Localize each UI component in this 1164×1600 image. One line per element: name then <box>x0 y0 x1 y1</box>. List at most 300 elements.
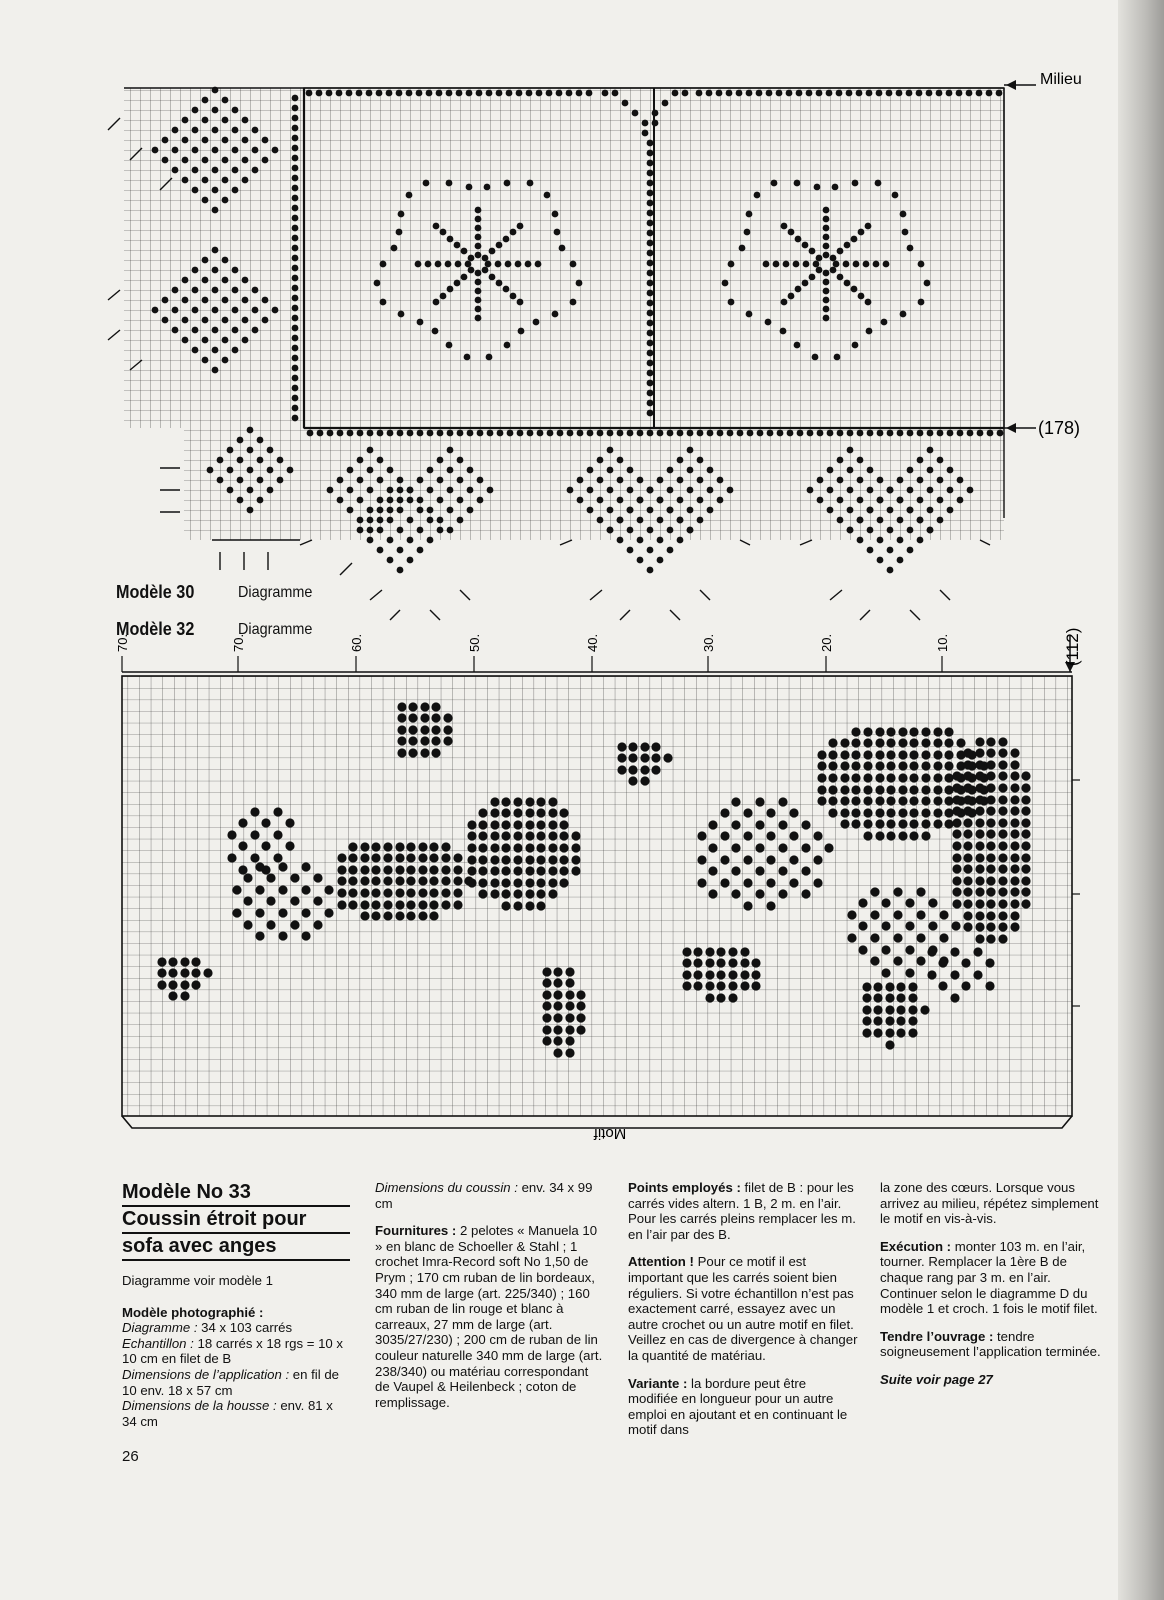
angel-dot <box>909 773 918 782</box>
angel-dot <box>851 819 860 828</box>
angel-dot <box>290 920 299 929</box>
center-line-dot <box>647 200 654 207</box>
angel-dot <box>863 761 872 770</box>
flower-petal-dot <box>505 261 512 268</box>
border-diamond-dot <box>817 477 824 484</box>
angel-dot <box>395 911 404 920</box>
border-diamond-dot <box>727 487 734 494</box>
center-line-dot <box>647 150 654 157</box>
angel-dot <box>986 771 995 780</box>
angel-dot <box>243 896 252 905</box>
angel-dot <box>898 831 907 840</box>
title-line-1: Modèle No 33 <box>122 1180 350 1207</box>
border-diamond-dot <box>212 107 219 114</box>
edge-dot <box>597 430 604 437</box>
border-diamond-dot <box>607 487 614 494</box>
edge-dot <box>557 430 564 437</box>
column-1 <box>122 1180 350 1465</box>
edge-dot <box>397 430 404 437</box>
angel-dot <box>743 878 752 887</box>
angel-dot <box>565 978 574 987</box>
angel-dot <box>986 899 995 908</box>
edge-dot <box>966 90 973 97</box>
edge-dot <box>516 90 523 97</box>
angel-dot <box>542 967 551 976</box>
angel-dot <box>1010 876 1019 885</box>
angel-dot <box>944 785 953 794</box>
border-diamond-dot <box>327 487 334 494</box>
angel-dot <box>944 773 953 782</box>
angel-dot <box>406 876 415 885</box>
center-line-dot <box>647 410 654 417</box>
border-diamond-dot <box>667 527 674 534</box>
edge-dot <box>466 90 473 97</box>
angel-dot <box>1021 899 1030 908</box>
border-diamond-dot <box>597 497 604 504</box>
angel-dot <box>778 866 787 875</box>
angel-dot <box>371 900 380 909</box>
angel-dot <box>1010 899 1019 908</box>
angel-dot <box>898 773 907 782</box>
angel-dot <box>728 958 737 967</box>
page-number: 26 <box>122 1448 139 1466</box>
angel-dot <box>513 820 522 829</box>
border-diamond-dot <box>587 507 594 514</box>
angel-dot <box>536 843 545 852</box>
flower-petal-dot <box>795 286 802 293</box>
flower-petal-dot <box>468 267 475 274</box>
center-line-dot <box>647 340 654 347</box>
angel-dot <box>862 982 871 991</box>
center-motif-dot <box>662 100 669 107</box>
border-diamond-dot <box>192 327 199 334</box>
angel-dot <box>963 864 972 873</box>
edge-dot <box>967 430 974 437</box>
border-diamond-dot <box>277 457 284 464</box>
border-diamond-dot <box>657 537 664 544</box>
arrow-icon <box>108 118 120 130</box>
border-diamond-dot <box>827 507 834 514</box>
border-diamond-dot <box>212 207 219 214</box>
border-diamond-dot <box>202 97 209 104</box>
flower-petal-dot <box>823 279 830 286</box>
angel-dot <box>536 831 545 840</box>
arrow-icon <box>700 590 710 600</box>
angel-dot <box>921 819 930 828</box>
border-diamond-dot <box>637 557 644 564</box>
side-line-dot <box>292 385 299 392</box>
border-diamond-dot <box>677 497 684 504</box>
border-diamond-dot <box>337 477 344 484</box>
edge-dot <box>367 430 374 437</box>
angel-dot <box>939 933 948 942</box>
side-line-dot <box>292 415 299 422</box>
angel-dot <box>397 736 406 745</box>
border-diamond-dot <box>222 97 229 104</box>
angel-dot <box>383 911 392 920</box>
angel-dot <box>986 876 995 885</box>
angel-dot <box>873 1005 882 1014</box>
flower-dot <box>744 229 751 236</box>
angel-dot <box>881 921 890 930</box>
center-line-dot <box>647 330 654 337</box>
angel-dot <box>628 742 637 751</box>
flower-petal-dot <box>851 286 858 293</box>
angel-dot <box>916 910 925 919</box>
angel-dot <box>870 910 879 919</box>
angel-dot <box>301 908 310 917</box>
border-diamond-dot <box>577 477 584 484</box>
center-line-dot <box>647 320 654 327</box>
angel-dot <box>250 853 259 862</box>
border-diamond-dot <box>587 487 594 494</box>
angel-dot <box>905 898 914 907</box>
edge-dot <box>526 90 533 97</box>
edge-dot <box>957 430 964 437</box>
angel-dot <box>441 853 450 862</box>
edge-dot <box>496 90 503 97</box>
border-diamond-dot <box>212 87 219 94</box>
border-diamond-dot <box>242 137 249 144</box>
angel-dot <box>755 820 764 829</box>
border-diamond-dot <box>387 507 394 514</box>
border-diamond-dot <box>447 447 454 454</box>
flower-petal-dot <box>485 261 492 268</box>
angel-dot <box>266 920 275 929</box>
side-line-dot <box>292 105 299 112</box>
angel-dot <box>975 934 984 943</box>
border-diamond-dot <box>357 527 364 534</box>
angel-dot <box>397 725 406 734</box>
border-diamond-dot <box>232 167 239 174</box>
flower-petal-dot <box>496 280 503 287</box>
angel-dot <box>651 742 660 751</box>
angel-dot <box>789 855 798 864</box>
angel-dot <box>986 737 995 746</box>
flower-dot <box>902 229 909 236</box>
edge-dot <box>727 430 734 437</box>
flower-petal-dot <box>813 261 820 268</box>
edge-dot <box>876 90 883 97</box>
angel-dot <box>928 898 937 907</box>
flower-petal-dot <box>795 236 802 243</box>
border-diamond-dot <box>627 547 634 554</box>
angel-dot <box>920 1005 929 1014</box>
angel-dot <box>651 765 660 774</box>
angel-dot <box>896 1028 905 1037</box>
angel-dot <box>525 831 534 840</box>
angel-dot <box>571 866 580 875</box>
flower-petal-dot <box>489 248 496 255</box>
edge-dot <box>627 430 634 437</box>
border-diamond-dot <box>242 277 249 284</box>
angel-dot <box>963 899 972 908</box>
angel-dot <box>536 855 545 864</box>
border-diamond-dot <box>847 527 854 534</box>
angel-dot <box>885 982 894 991</box>
angel-dot <box>371 865 380 874</box>
angel-dot <box>801 820 810 829</box>
border-diamond-dot <box>377 457 384 464</box>
flower-dot <box>518 328 525 335</box>
angel-dot <box>490 831 499 840</box>
flower-dot <box>907 245 914 252</box>
angel-dot <box>191 980 200 989</box>
angel-dot <box>548 855 557 864</box>
flower-petal-dot <box>851 236 858 243</box>
flower-petal-dot <box>823 216 830 223</box>
side-line-dot <box>292 245 299 252</box>
row-178-arrow-icon <box>1006 423 1016 433</box>
flower-petal-dot <box>853 261 860 268</box>
angel-dot <box>464 876 473 885</box>
angel-dot <box>885 1016 894 1025</box>
arrow-icon <box>460 590 470 600</box>
border-diamond-dot <box>437 517 444 524</box>
angel-dot <box>420 702 429 711</box>
ruler-label: 20. <box>819 633 834 652</box>
flower-petal-dot <box>425 261 432 268</box>
angel-dot <box>565 1013 574 1022</box>
angel-dot <box>875 831 884 840</box>
border-diamond-dot <box>202 177 209 184</box>
angel-dot <box>553 1036 562 1045</box>
angel-dot <box>478 855 487 864</box>
angel-dot <box>898 785 907 794</box>
border-diamond-dot <box>897 557 904 564</box>
border-diamond-dot <box>367 467 374 474</box>
angel-dot <box>986 922 995 931</box>
border-diamond-dot <box>867 527 874 534</box>
side-line-dot <box>292 285 299 292</box>
border-diamond-dot <box>677 517 684 524</box>
angel-dot <box>628 765 637 774</box>
angel-dot <box>513 808 522 817</box>
variant-continued: la zone des cœurs. Lorsque vous arrivez au milieu, répétez simplement le motif en vis-à-vis. <box>880 1180 1099 1227</box>
angel-dot <box>1021 853 1030 862</box>
border-diamond-dot <box>607 527 614 534</box>
flower-dot <box>832 184 839 191</box>
edge-dot <box>817 430 824 437</box>
angel-dot <box>397 748 406 757</box>
border-diamond-dot <box>267 487 274 494</box>
border-diamond-dot <box>212 367 219 374</box>
edge-dot <box>987 430 994 437</box>
side-line-dot <box>292 325 299 332</box>
flower-dot <box>918 299 925 306</box>
flower-dot <box>504 342 511 349</box>
angel-dot <box>250 830 259 839</box>
border-diamond-dot <box>182 117 189 124</box>
flower-petal-dot <box>454 280 461 287</box>
angel-dot <box>998 922 1007 931</box>
angel-dot <box>441 865 450 874</box>
edge-dot <box>517 430 524 437</box>
angel-dot <box>513 901 522 910</box>
edge-dot <box>827 430 834 437</box>
center-line-dot <box>647 280 654 287</box>
angel-dot <box>360 900 369 909</box>
angel-dot <box>429 911 438 920</box>
angel-dot <box>420 725 429 734</box>
side-line-dot <box>292 295 299 302</box>
angel-dot <box>986 748 995 757</box>
angel-dot <box>881 968 890 977</box>
border-diamond-dot <box>447 507 454 514</box>
side-line-dot <box>292 145 299 152</box>
angel-dot <box>863 819 872 828</box>
edge-dot <box>697 430 704 437</box>
milieu-arrow-icon <box>1006 80 1016 90</box>
edge-dot <box>997 430 1004 437</box>
angel-dot <box>227 853 236 862</box>
border-diamond-dot <box>687 507 694 514</box>
angel-dot <box>886 785 895 794</box>
border-diamond-dot <box>657 557 664 564</box>
border-diamond-dot <box>467 487 474 494</box>
border-diamond-dot <box>242 337 249 344</box>
arrow-icon <box>390 610 400 620</box>
angel-dot <box>975 864 984 873</box>
flower-petal-dot <box>475 297 482 304</box>
angel-dot <box>986 934 995 943</box>
angel-dot <box>420 736 429 745</box>
border-diamond-dot <box>222 117 229 124</box>
angel-dot <box>921 727 930 736</box>
border-diamond-dot <box>232 187 239 194</box>
angel-dot <box>998 829 1007 838</box>
angel-dot <box>875 727 884 736</box>
angel-dot <box>1010 806 1019 815</box>
border-diamond-dot <box>457 477 464 484</box>
edge-dot <box>926 90 933 97</box>
border-diamond-dot <box>617 497 624 504</box>
angel-dot <box>909 785 918 794</box>
angel-dot <box>963 887 972 896</box>
border-diamond-dot <box>397 567 404 574</box>
border-diamond-dot <box>202 337 209 344</box>
angel-dot <box>851 727 860 736</box>
angel-dot <box>559 866 568 875</box>
angel-dot <box>963 911 972 920</box>
center-line-dot <box>647 370 654 377</box>
border-diamond-dot <box>647 547 654 554</box>
angel-dot <box>697 831 706 840</box>
flower-dot <box>746 211 753 218</box>
angel-dot <box>875 750 884 759</box>
angel-dot <box>553 978 562 987</box>
border-diamond-dot <box>172 127 179 134</box>
border-diamond-dot <box>457 497 464 504</box>
border-diamond-dot <box>277 477 284 484</box>
angel-dot <box>548 808 557 817</box>
border-diamond-dot <box>427 487 434 494</box>
flower-petal-dot <box>830 255 837 262</box>
angel-dot <box>525 820 534 829</box>
angel-dot <box>565 1025 574 1034</box>
flower-petal-dot <box>823 297 830 304</box>
border-diamond-dot <box>237 477 244 484</box>
flower-dot <box>423 180 430 187</box>
border-diamond-dot <box>477 477 484 484</box>
angel-dot <box>705 947 714 956</box>
side-line-dot <box>292 185 299 192</box>
border-diamond-dot <box>857 517 864 524</box>
border-diamond-dot <box>347 467 354 474</box>
angel-dot <box>397 702 406 711</box>
angel-dot <box>478 878 487 887</box>
border-diamond-dot <box>347 487 354 494</box>
angel-dot <box>813 878 822 887</box>
angel-dot <box>975 771 984 780</box>
angel-dot <box>950 947 959 956</box>
edge-dot <box>807 430 814 437</box>
border-diamond-dot <box>427 467 434 474</box>
flower-petal-dot <box>823 288 830 295</box>
angel-dot <box>986 853 995 862</box>
edge-dot <box>447 430 454 437</box>
angel-dot <box>828 796 837 805</box>
border-diamond-dot <box>377 527 384 534</box>
edge-dot <box>506 90 513 97</box>
angel-dot <box>227 830 236 839</box>
border-diamond-dot <box>677 537 684 544</box>
border-diamond-dot <box>212 187 219 194</box>
edge-dot <box>336 90 343 97</box>
angel-dot <box>986 864 995 873</box>
border-diamond-dot <box>237 497 244 504</box>
angel-dot <box>571 843 580 852</box>
border-diamond-dot <box>647 527 654 534</box>
angel-dot <box>406 900 415 909</box>
edge-dot <box>936 90 943 97</box>
border-diamond-dot <box>447 527 454 534</box>
flower-dot <box>486 354 493 361</box>
angel-dot <box>501 889 510 898</box>
border-diamond-dot <box>252 147 259 154</box>
angel-dot <box>565 990 574 999</box>
angel-dot <box>951 921 960 930</box>
angel-dot <box>975 922 984 931</box>
edge-dot <box>976 90 983 97</box>
angel-dot <box>180 980 189 989</box>
row-178-label: (178) <box>1038 418 1081 438</box>
flower-dot <box>794 342 801 349</box>
angel-dot <box>952 887 961 896</box>
angel-dot <box>817 773 826 782</box>
border-diamond-dot <box>152 147 159 154</box>
angel-dot <box>789 808 798 817</box>
angel-dot <box>708 843 717 852</box>
flower-dot <box>533 319 540 326</box>
angel-dot <box>408 725 417 734</box>
edge-dot <box>667 430 674 437</box>
border-diamond-dot <box>887 487 894 494</box>
edge-dot <box>386 90 393 97</box>
angel-dot <box>751 970 760 979</box>
side-line-dot <box>292 395 299 402</box>
center-motif-dot <box>682 90 689 97</box>
side-line-dot <box>292 115 299 122</box>
border-diamond-dot <box>417 507 424 514</box>
angel-dot <box>441 876 450 885</box>
flower-petal-dot <box>823 270 830 277</box>
angel-dot <box>944 738 953 747</box>
border-diamond-dot <box>687 487 694 494</box>
center-line-dot <box>647 300 654 307</box>
continued-link[interactable]: Suite voir page 27 <box>880 1371 993 1387</box>
edge-dot <box>556 90 563 97</box>
